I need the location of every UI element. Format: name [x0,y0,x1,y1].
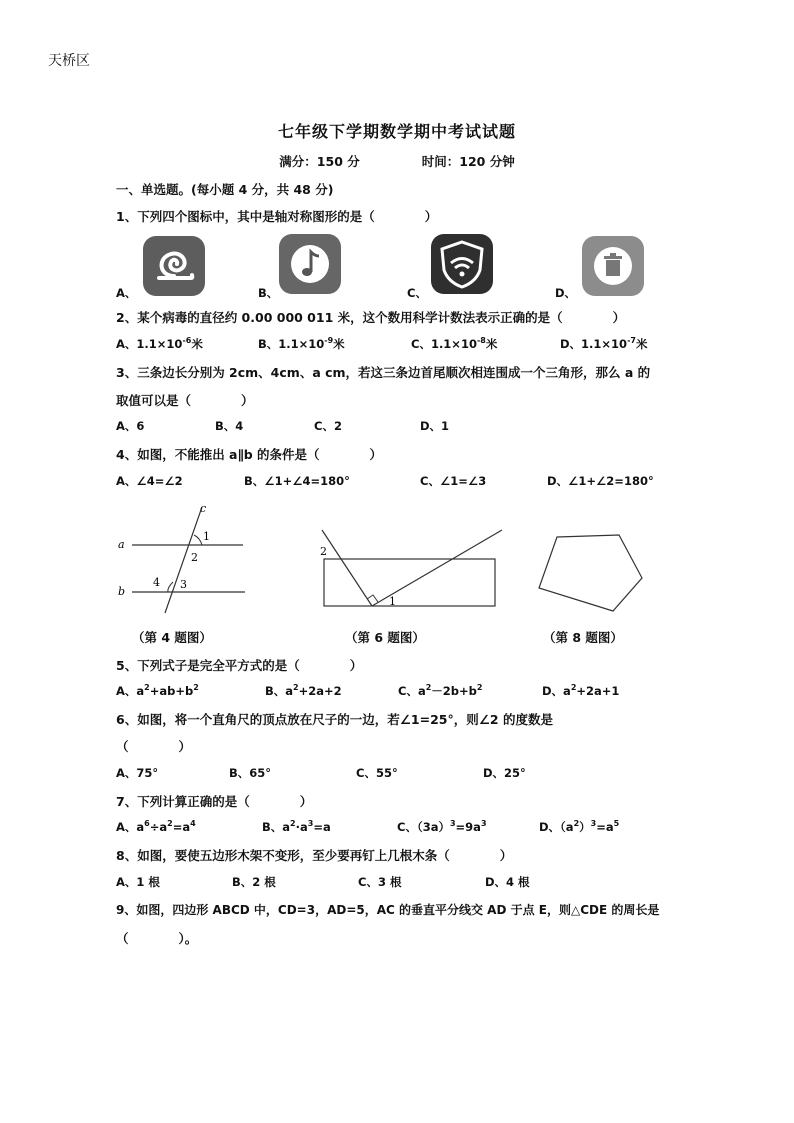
angle-1-arc [194,535,202,545]
q5-option-c: C、$a^2-2b+b^2$ [398,683,483,698]
q5-option-d: D、$a^2+2a+1$ [542,683,620,698]
q7-option-a: A、$a^6\div a^2=a^4$ [116,819,196,834]
question-5: 5、下列式子是完全平方式的是（ ） [116,658,363,673]
question-9-line-1: 9、如图，四边形 ABCD 中，CD=3，AD=5，AC 的垂直平分线交 AD 于点 E，则△CDE 的周长是 [116,903,660,917]
figure-6 [312,522,507,614]
q1-option-b: B、 [258,286,279,300]
q3-option-a: A、6 [116,419,145,433]
question-4: 4、如图，不能推出 a∥b 的条件是（ ） [116,447,383,462]
q5-option-b: B、$a^2+2a+2$ [265,683,342,698]
label-1: 1 [203,530,210,543]
question-2: 2、某个病毒的直径约 0.00 000 011 米，这个数用科学计数法表示正确的是（ ） [116,310,626,325]
label-b: b [118,585,126,598]
q4-option-b: B、∠1+∠4=180° [244,474,350,488]
ruler [324,559,495,606]
full-marks: 满分：150 分 [279,154,360,169]
pentagon [539,535,642,611]
q2-option-a: A、$1.1\times 10^{-6}$米 [116,336,203,351]
q6-option-b: B、65° [229,766,272,780]
label-3: 3 [180,578,187,591]
q8-option-b: B、2 根 [232,875,276,889]
question-9-line-2: （ ）。 [116,931,198,946]
q2-option-c: C、$1.1\times 10^{-8}$米 [411,336,498,351]
q1-option-a: A、 [116,286,137,300]
q4-option-d: D、∠1+∠2=180° [547,474,654,488]
snail-icon [143,236,205,296]
exam-title: 七年级下学期数学期中考试试题 [277,122,516,141]
q7-option-b: B、$a^2\cdot a^3=a$ [262,819,331,834]
label-2: 2 [320,545,327,558]
q1-option-c: C、 [407,286,427,300]
q6-option-c: C、55° [356,766,398,780]
q4-option-c: C、∠1=∠3 [420,474,487,488]
district-label: 天桥区 [48,53,90,69]
q8-option-c: C、3 根 [358,875,402,889]
q3-option-d: D、1 [420,419,450,433]
score-info [0,152,794,170]
time-limit: 时间：120 分钟 [421,154,515,169]
set-square-leg-1 [322,530,372,606]
q1-option-d: D、 [555,286,577,300]
label-2: 2 [191,551,198,564]
figure-4 [110,500,260,615]
wifi-shield-icon [431,234,493,294]
q6-option-d: D、25° [483,766,526,780]
figure-6-caption: （第 6 题图） [345,630,425,645]
q2-option-b: B、$1.1\times 10^{-9}$米 [258,336,345,351]
figure-8 [532,528,650,616]
q6-option-a: A、75° [116,766,159,780]
label-4: 4 [153,576,160,589]
label-a: a [118,538,125,551]
figure-8-caption: （第 8 题图） [543,630,623,645]
trash-icon [582,236,644,296]
question-8: 8、如图，要使五边形木架不变形，至少要再钉上几根木条（ ） [116,848,513,863]
question-3-line-1: 3、三条边长分别为 2cm、4cm、a cm，若这三条边首尾顺次相连围成一个三角形，那么 a 的 [116,365,651,380]
q5-option-a: A、$a^2+ab+b^2$ [116,683,199,698]
figure-4-caption: （第 4 题图） [132,630,212,645]
question-3-line-2: 取值可以是（ ） [116,393,254,408]
question-6-line-2: （ ） [116,739,192,754]
question-7: 7、下列计算正确的是（ ） [116,794,313,809]
q8-option-d: D、4 根 [485,875,530,889]
question-1: 1、下列四个图标中，其中是轴对称图形的是（ ） [116,209,438,224]
q7-option-c: C、$(3a)^3=9a^3$ [397,819,487,834]
music-note-icon [279,234,341,294]
q7-option-d: D、$(a^2)^3=a^5$ [539,819,620,834]
q2-option-d: D、$1.1\times 10^{-7}$米 [560,336,648,351]
q3-option-c: C、2 [314,419,342,433]
q4-option-a: A、∠4=∠2 [116,474,183,488]
question-6-line-1: 6、如图，将一个直角尺的顶点放在尺子的一边，若∠1=25°，则∠2 的度数是 [116,712,553,727]
q8-option-a: A、1 根 [116,875,160,889]
label-1: 1 [389,595,396,608]
q3-option-b: B、4 [215,419,244,433]
label-c: c [200,502,207,515]
section-heading: 一、单选题。(每小题 4 分，共 48 分) [116,182,334,197]
